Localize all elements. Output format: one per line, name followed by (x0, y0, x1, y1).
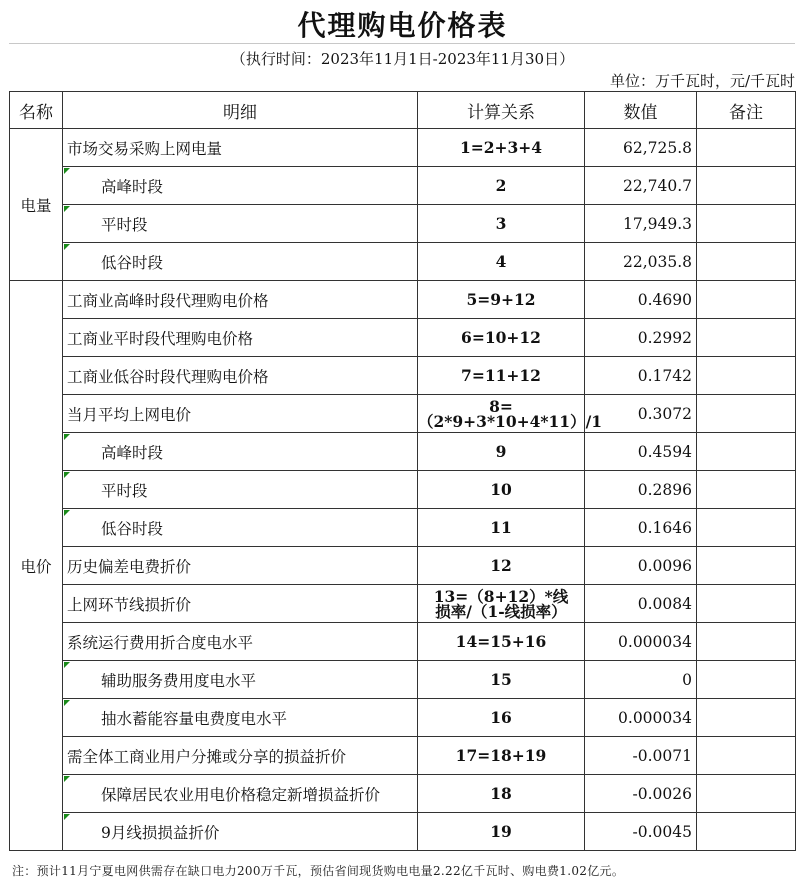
row-item: 高峰时段 (101, 177, 164, 196)
green-triangle-icon (64, 244, 70, 250)
row-remark (697, 661, 796, 699)
row-item-cell (63, 813, 418, 851)
row-formula: 1=2+3+4 (418, 129, 585, 167)
row-item-cell (63, 471, 418, 509)
table-row (10, 585, 796, 623)
row-value: 0.1742 (585, 357, 697, 395)
row-item-cell (63, 205, 418, 243)
row-item: 需全体工商业用户分摊或分享的损益折价 (63, 737, 418, 775)
row-formula: 9 (418, 433, 585, 471)
row-remark (697, 509, 796, 547)
table-row (10, 547, 796, 585)
row-item: 平时段 (101, 481, 148, 500)
table-row (10, 813, 796, 851)
row-item: 历史偏差电费折价 (63, 547, 418, 585)
table-row (10, 661, 796, 699)
row-item: 市场交易采购上网电量 (63, 129, 418, 167)
row-formula: 18 (418, 775, 585, 813)
row-remark (697, 205, 796, 243)
row-value: 0.1646 (585, 509, 697, 547)
row-item-cell (63, 775, 418, 813)
row-formula: 17=18+19 (418, 737, 585, 775)
row-item: 工商业低谷时段代理购电价格 (63, 357, 418, 395)
row-formula: 3 (418, 205, 585, 243)
row-remark (697, 813, 796, 851)
row-value: 0.4594 (585, 433, 697, 471)
row-item: 抽水蓄能容量电费度电水平 (101, 709, 288, 728)
row-item-cell (63, 433, 418, 471)
green-triangle-icon (64, 168, 70, 174)
table-row (10, 433, 796, 471)
row-value: 0.000034 (585, 699, 697, 737)
table-row (10, 395, 796, 433)
row-value: 22,740.7 (585, 167, 697, 205)
row-item: 工商业平时段代理购电价格 (63, 319, 418, 357)
unit-label: 单位：万千瓦时，元/千瓦时 (609, 72, 795, 90)
row-remark (697, 319, 796, 357)
green-triangle-icon (64, 776, 70, 782)
row-value: 0.0084 (585, 585, 697, 623)
title-divider (9, 43, 795, 44)
row-item: 9月线损损益折价 (101, 823, 220, 842)
table-row (10, 129, 796, 167)
row-remark (697, 281, 796, 319)
header-name: 名称 (10, 92, 63, 129)
table-row (10, 775, 796, 813)
green-triangle-icon (64, 510, 70, 516)
price-table (9, 91, 796, 851)
table-row (10, 357, 796, 395)
row-value: -0.0026 (585, 775, 697, 813)
row-formula: 2 (418, 167, 585, 205)
row-remark (697, 471, 796, 509)
row-value: -0.0045 (585, 813, 697, 851)
row-item: 平时段 (101, 215, 148, 234)
table-row (10, 509, 796, 547)
row-value: 62,725.8 (585, 129, 697, 167)
row-remark (697, 395, 796, 433)
table-row (10, 737, 796, 775)
row-item: 辅助服务费用度电水平 (101, 671, 257, 690)
row-item: 低谷时段 (101, 253, 164, 272)
table-row (10, 471, 796, 509)
row-value: 0.4690 (585, 281, 697, 319)
row-value: 22,035.8 (585, 243, 697, 281)
row-formula: 19 (418, 813, 585, 851)
table-row (10, 699, 796, 737)
row-formula: 12 (418, 547, 585, 585)
row-formula: 8=（2*9+3*10+4*11）/1 (418, 396, 603, 431)
row-item-cell (63, 661, 418, 699)
row-remark (697, 243, 796, 281)
green-triangle-icon (64, 662, 70, 668)
header-formula: 计算关系 (418, 92, 585, 129)
row-formula: 13=（8+12）*线损率/（1-线损率） (418, 585, 585, 623)
table-row (10, 243, 796, 281)
row-remark (697, 129, 796, 167)
page-title: 代理购电价格表 (297, 9, 508, 42)
row-remark (697, 167, 796, 205)
row-formula: 5=9+12 (418, 281, 585, 319)
row-item: 工商业高峰时段代理购电价格 (63, 281, 418, 319)
row-remark (697, 737, 796, 775)
row-remark (697, 585, 796, 623)
row-item: 高峰时段 (101, 443, 164, 462)
footnote: 注：预计11月宁夏电网供需存在缺口电力200万千瓦，预估省间现货购电电量2.22亿千瓦时、购电费1.02亿元。 (12, 864, 625, 878)
row-formula: 6=10+12 (418, 319, 585, 357)
green-triangle-icon (64, 206, 70, 212)
row-formula: 7=11+12 (418, 357, 585, 395)
table-row (10, 319, 796, 357)
execution-period: （执行时间：2023年11月1日-2023年11月30日） (230, 50, 575, 68)
row-item-cell (63, 243, 418, 281)
row-value: 0.3072 (585, 395, 697, 433)
table-header-row (10, 92, 796, 129)
table-row (10, 281, 796, 319)
row-formula: 10 (418, 471, 585, 509)
row-value: 0.2896 (585, 471, 697, 509)
row-value: 0.2992 (585, 319, 697, 357)
row-remark (697, 547, 796, 585)
row-formula: 11 (418, 509, 585, 547)
header-remark: 备注 (697, 92, 796, 129)
table-row (10, 205, 796, 243)
row-remark (697, 699, 796, 737)
row-item: 上网环节线损折价 (63, 585, 418, 623)
category-price: 电价 (10, 281, 63, 851)
row-formula: 4 (418, 243, 585, 281)
row-item: 保障居民农业用电价格稳定新增损益折价 (101, 785, 381, 804)
green-triangle-icon (64, 472, 70, 478)
category-power: 电量 (10, 129, 63, 281)
row-item: 系统运行费用折合度电水平 (63, 623, 418, 661)
row-formula: 16 (418, 699, 585, 737)
row-value: 0 (585, 661, 697, 699)
row-value: -0.0071 (585, 737, 697, 775)
row-formula: 14=15+16 (418, 623, 585, 661)
header-value: 数值 (585, 92, 697, 129)
row-item: 低谷时段 (101, 519, 164, 538)
row-value: 0.0096 (585, 547, 697, 585)
row-remark (697, 433, 796, 471)
green-triangle-icon (64, 700, 70, 706)
row-item-cell (63, 167, 418, 205)
row-item-cell (63, 509, 418, 547)
row-remark (697, 623, 796, 661)
row-item-cell (63, 699, 418, 737)
header-detail: 明细 (63, 92, 418, 129)
row-value: 17,949.3 (585, 205, 697, 243)
row-remark (697, 357, 796, 395)
row-formula: 15 (418, 661, 585, 699)
row-remark (697, 775, 796, 813)
green-triangle-icon (64, 434, 70, 440)
table-row (10, 167, 796, 205)
green-triangle-icon (64, 814, 70, 820)
row-value: 0.000034 (585, 623, 697, 661)
row-item: 当月平均上网电价 (63, 395, 418, 433)
table-row (10, 623, 796, 661)
